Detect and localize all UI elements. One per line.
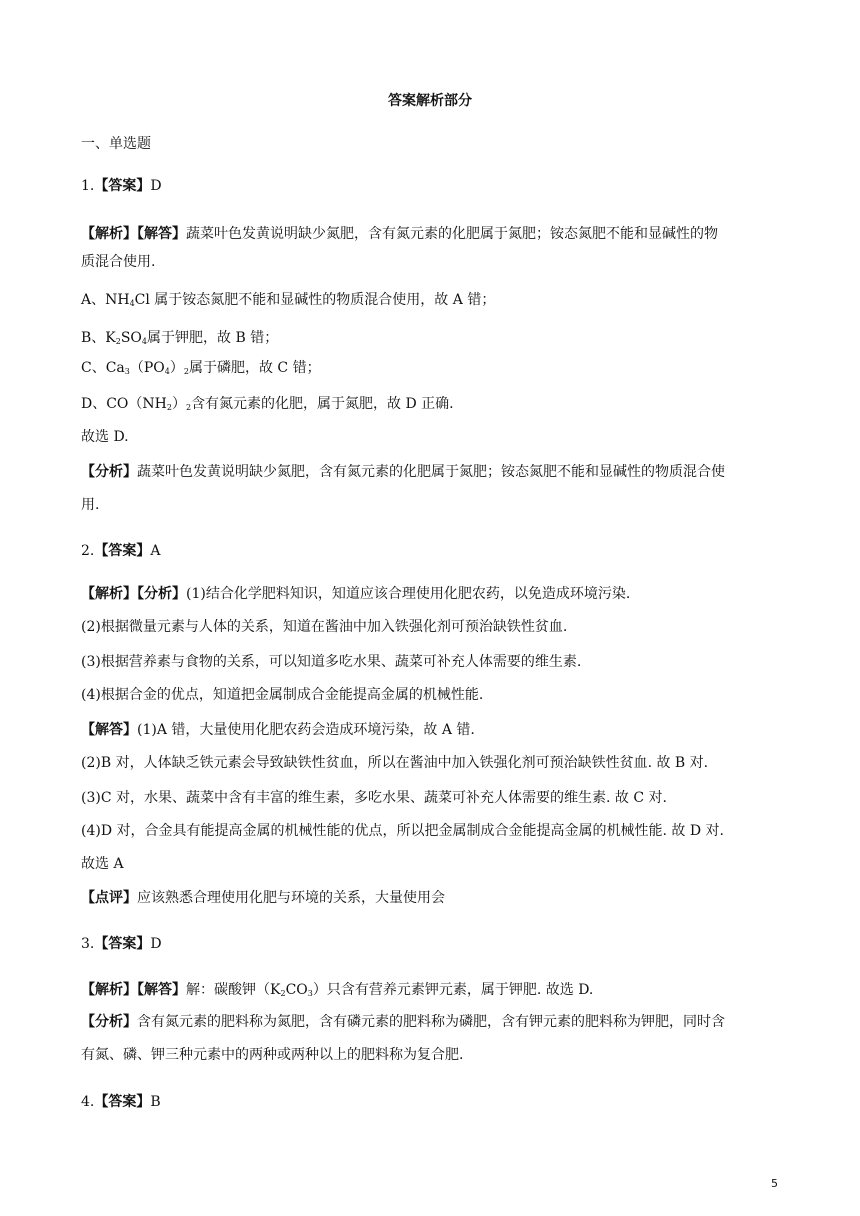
q2-comment-line: 【点评】应该熟悉合理使用化肥与环境的关系，大量使用会 <box>81 890 445 906</box>
q1-explanation-line: 质混合使用. <box>81 254 156 270</box>
q2-solution-line: (2)B 对，人体缺乏铁元素会导致缺铁性贫血，所以在酱油中加入铁强化剂可预治缺铁性贫血. 故 B 对. <box>81 755 709 771</box>
q2-solution-line: (3)C 对，水果、蔬菜中含有丰富的维生素，多吃水果、蔬菜可补充人体需要的维生素. 故 C 对. <box>81 790 667 806</box>
q4-answer-line: 4.【答案】B <box>81 1094 161 1110</box>
q1-analysis-line: 【分析】蔬菜叶色发黄说明缺少氮肥，含有氮元素的化肥属于氮肥；铵态氮肥不能和显碱性的物质混合使 <box>81 464 725 480</box>
q2-answer-line: 2.【答案】A <box>81 543 161 559</box>
q2-selection: 故选 A <box>81 856 124 872</box>
q2-explanation-line: (2)根据微量元素与人体的关系，知道在酱油中加入铁强化剂可预治缺铁性贫血. <box>81 619 568 635</box>
q1-analysis-line: 用. <box>81 497 100 513</box>
q1-option-d: D、$CO(NH_2)_2$含有氮元素的化肥，属于氮肥，故 D 正确. <box>81 396 454 412</box>
q3-analysis-line: 有氮、磷、钾三种元素中的两种或两种以上的肥料称为复合肥. <box>81 1047 464 1063</box>
q1-option-c: C、$Ca_3(PO_4)_2$属于磷肥，故 C 错； <box>81 360 321 376</box>
q3-explanation-line: 【解析】【解答】解：碳酸钾$(K_2CO_3)$只含有营养元素钾元素，属于钾肥. 故选 D. <box>81 982 594 998</box>
q3-answer-line: 3.【答案】D <box>81 936 162 952</box>
page-number: 5 <box>771 1177 778 1190</box>
q3-analysis-line: 【分析】含有氮元素的肥料称为氮肥，含有磷元素的肥料称为磷肥，含有钾元素的肥料称为钾肥，同时含 <box>81 1014 725 1030</box>
q1-explanation-line: 【解析】【解答】蔬菜叶色发黄说明缺少氮肥，含有氮元素的化肥属于氮肥；铵态氮肥不能和显碱性的物 <box>81 226 718 242</box>
q1-selection: 故选 D. <box>81 429 129 445</box>
q2-explanation-line: (3)根据营养素与食物的关系，可以知道多吃水果、蔬菜可补充人体需要的维生素. <box>81 654 582 670</box>
q1-option-b: B、$K_2SO_4$属于钾肥，故 B 错； <box>81 330 279 346</box>
q2-solution-line: 【解答】(1)A 错，大量使用化肥农药会造成环境污染，故 A 错. <box>81 722 475 738</box>
q1-answer-line: 1.【答案】D <box>81 178 162 194</box>
section-heading: 一、单选题 <box>81 136 151 152</box>
q2-explanation-line: 【解析】【分析】(1)结合化学肥料知识，知道应该合理使用化肥农药，以免造成环境污染. <box>81 586 631 602</box>
q1-option-a: A、$NH_4Cl$ 属于铵态氮肥不能和显碱性的物质混合使用，故 A 错； <box>81 292 496 308</box>
q2-explanation-line: (4)根据合金的优点，知道把金属制成合金能提高金属的机械性能. <box>81 687 484 703</box>
page-title: 答案解析部分 <box>388 93 472 109</box>
q2-solution-line: (4)D 对，合金具有能提高金属的机械性能的优点，所以把金属制成合金能提高金属的机械性能. 故 D 对. <box>81 823 724 839</box>
